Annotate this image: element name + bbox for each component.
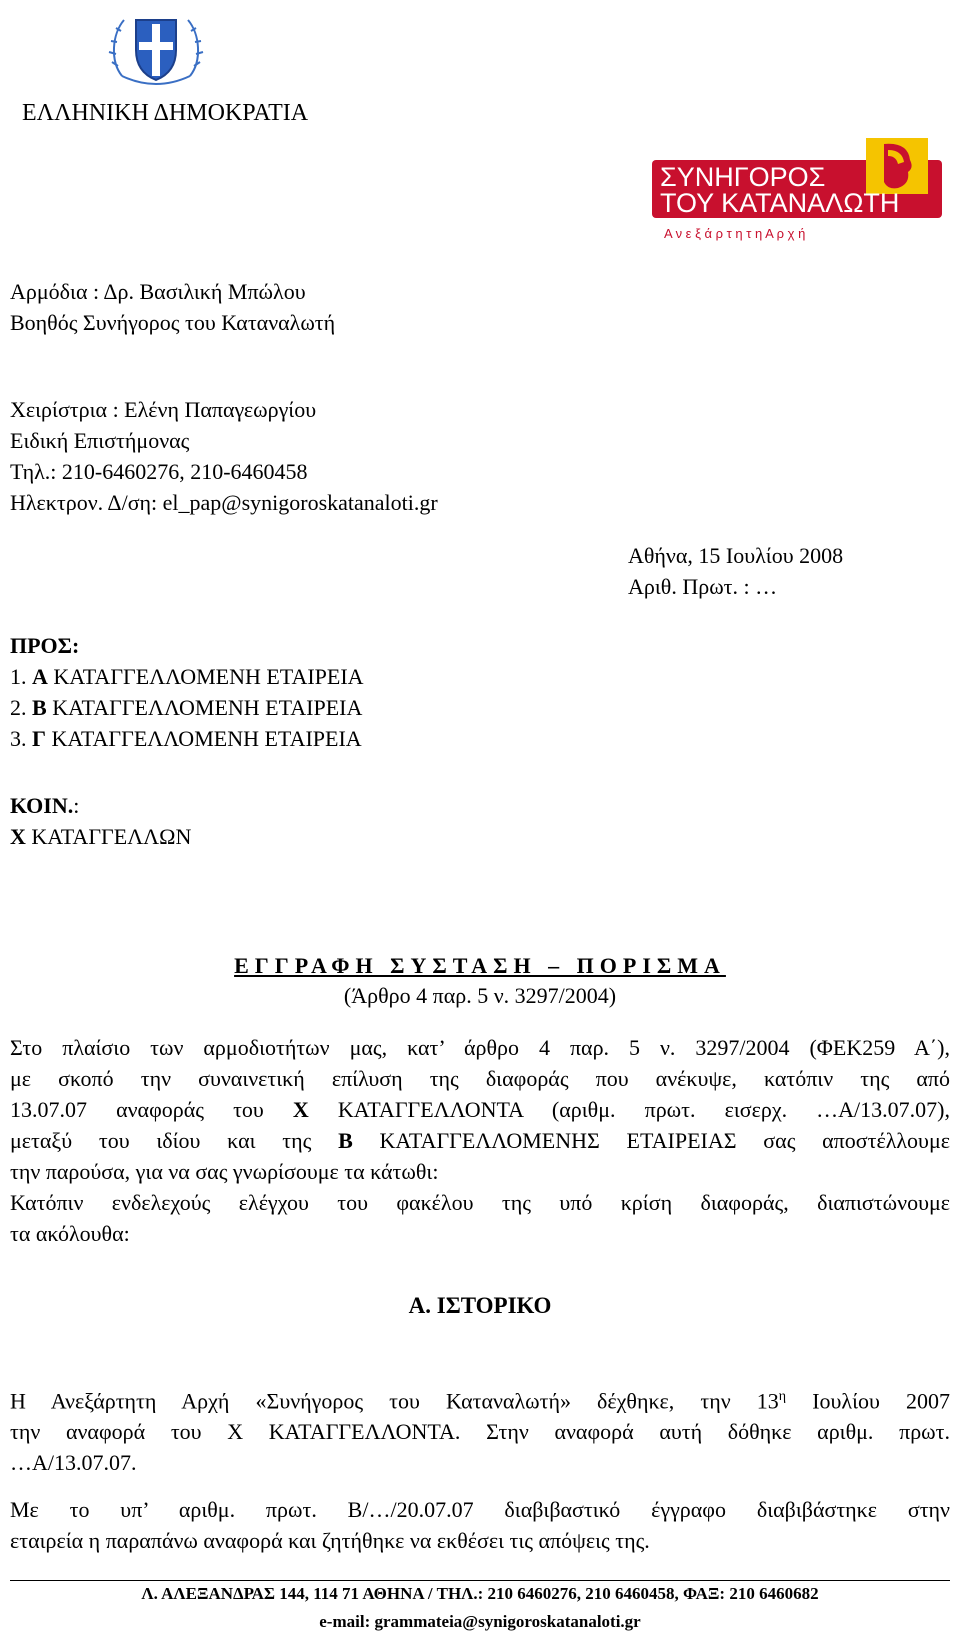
handler-block bbox=[10, 394, 438, 518]
recipient-item: 1. Α ΚΑΤΑΓΓΕΛΛΟΜΕΝΗ ΕΤΑΙΡΕΙΑ bbox=[10, 664, 364, 689]
intro-line: μεταξύ του ιδίου και της Β ΚΑΤΑΓΓΕΛΛΟΜΕΝΗΣ ΕΤΑΙΡΕΙΑΣ σας αποστέλλουμε bbox=[10, 1128, 950, 1153]
history-line: …Α/13.07.07. bbox=[10, 1450, 137, 1476]
logo-tagline: Α ν ε ξ ά ρ τ η τ η Α ρ χ ή bbox=[664, 226, 806, 241]
history-line: Με το υπ’ αριθμ. πρωτ. Β/…/20.07.07 διαβιβαστικό έγγραφο διαβιβάστηκε στην bbox=[10, 1497, 950, 1522]
recipients-label: ΠΡΟΣ: bbox=[10, 633, 80, 658]
footer-divider bbox=[10, 1580, 950, 1581]
document-date: Αθήνα, 15 Ιουλίου 2008 bbox=[628, 543, 844, 568]
history-line: την αναφορά του Χ ΚΑΤΑΓΓΕΛΛΟΝΤΑ. Στην αναφορά αυτή δόθηκε αριθμ. πρωτ. bbox=[10, 1419, 950, 1445]
logo-line2: ΤΟΥ ΚΑΤΑΝΑΛΩΤΗ bbox=[660, 188, 900, 218]
document-subtitle: (Άρθρο 4 παρ. 5 ν. 3297/2004) bbox=[343, 983, 617, 1008]
intro-line: Στο πλαίσιο των αρμοδιοτήτων μας, κατ’ άρθρο 4 παρ. 5 ν. 3297/2004 (ΦΕΚ259 Α΄), bbox=[10, 1035, 950, 1060]
date-block bbox=[628, 540, 843, 602]
intro-line: τα ακόλουθα: bbox=[10, 1221, 130, 1246]
section-heading: Α. ΙΣΤΟΡΙΚΟ bbox=[408, 1293, 552, 1318]
intro-line: 13.07.07 αναφοράς του Χ ΚΑΤΑΓΓΕΛΛΟΝΤΑ (αριθμ. πρωτ. εισερχ. …Α/13.07.07), bbox=[10, 1097, 950, 1122]
cc-recipient: Χ ΚΑΤΑΓΓΕΛΛΩΝ bbox=[10, 824, 192, 849]
cc-block: ΚΟΙΝ.: Χ ΚΑΤΑΓΓΕΛΛΩΝ bbox=[10, 790, 191, 852]
cc-label: ΚΟΙΝ. bbox=[10, 793, 74, 818]
greek-coat-of-arms-icon bbox=[108, 6, 204, 92]
document-title: ΕΓΓΡΑΦΗ ΣΥΣΤΑΣΗ – ΠΟΡΙΣΜΑ bbox=[234, 953, 726, 978]
consumer-ombudsman-logo bbox=[652, 138, 954, 242]
intro-line: Κατόπιν ενδελεχούς ελέγχου του φακέλου της υπό κρίση διαφοράς, διαπιστώνουμε bbox=[10, 1190, 950, 1215]
recipient-item: 3. Γ ΚΑΤΑΓΓΕΛΛΟΜΕΝΗ ΕΤΑΙΡΕΙΑ bbox=[10, 726, 362, 751]
recipient-item: 2. Β ΚΑΤΑΓΓΕΛΛΟΜΕΝΗ ΕΤΑΙΡΕΙΑ bbox=[10, 695, 363, 720]
history-line: εταιρεία η παραπάνω αναφορά και ζητήθηκε να εκθέσει τις απόψεις της. bbox=[10, 1528, 650, 1553]
protocol-number: Αριθ. Πρωτ. : … bbox=[628, 574, 778, 599]
logo-line1: ΣΥΝΗΓΟΡΟΣ bbox=[660, 162, 826, 192]
history-paragraph-1 bbox=[10, 1381, 950, 1478]
history-paragraph-2 bbox=[10, 1494, 950, 1556]
footer-address: Λ. ΑΛΕΞΑΝΔΡΑΣ 144, 114 71 ΑΘΗΝΑ / ΤΗΛ.: 210 6460276, 210 6460458, ΦΑΞ: 210 6460682 bbox=[141, 1584, 819, 1603]
intro-line: με σκοπό την συναινετική επίλυση της διαφοράς που ανέκυψε, κατόπιν της από bbox=[10, 1066, 950, 1091]
intro-line: την παρούσα, για να σας γνωρίσουμε τα κάτωθι: bbox=[10, 1159, 439, 1184]
handler-email: Ηλεκτρον. Δ/ση: el_pap@synigoroskatanaloti.gr bbox=[10, 490, 438, 515]
handler-phone: Τηλ.: 210-6460276, 210-6460458 bbox=[10, 459, 308, 484]
handler-name: Χειρίστρια : Ελένη Παπαγεωργίου bbox=[10, 397, 317, 422]
recipients-block bbox=[10, 630, 364, 754]
intro-paragraph bbox=[10, 1032, 950, 1249]
history-line: Η Ανεξάρτητη Αρχή «Συνήγορος του Καταναλωτή» δέχθηκε, την $13^\eta$ Ιουλίου 2007 bbox=[10, 1388, 951, 1414]
responsible-block bbox=[10, 276, 335, 338]
responsible-line: Αρμόδια : Δρ. Βασιλική Μπώλου bbox=[10, 279, 306, 304]
footer-email: e-mail: grammateia@synigoroskatanaloti.gr bbox=[319, 1612, 641, 1631]
responsible-line: Βοηθός Συνήγορος του Καταναλωτή bbox=[10, 310, 336, 335]
handler-title: Ειδική Επιστήμονας bbox=[10, 428, 190, 453]
issuer-name: ΕΛΛΗΝΙΚΗ ΔΗΜΟΚΡΑΤΙΑ bbox=[22, 100, 309, 126]
